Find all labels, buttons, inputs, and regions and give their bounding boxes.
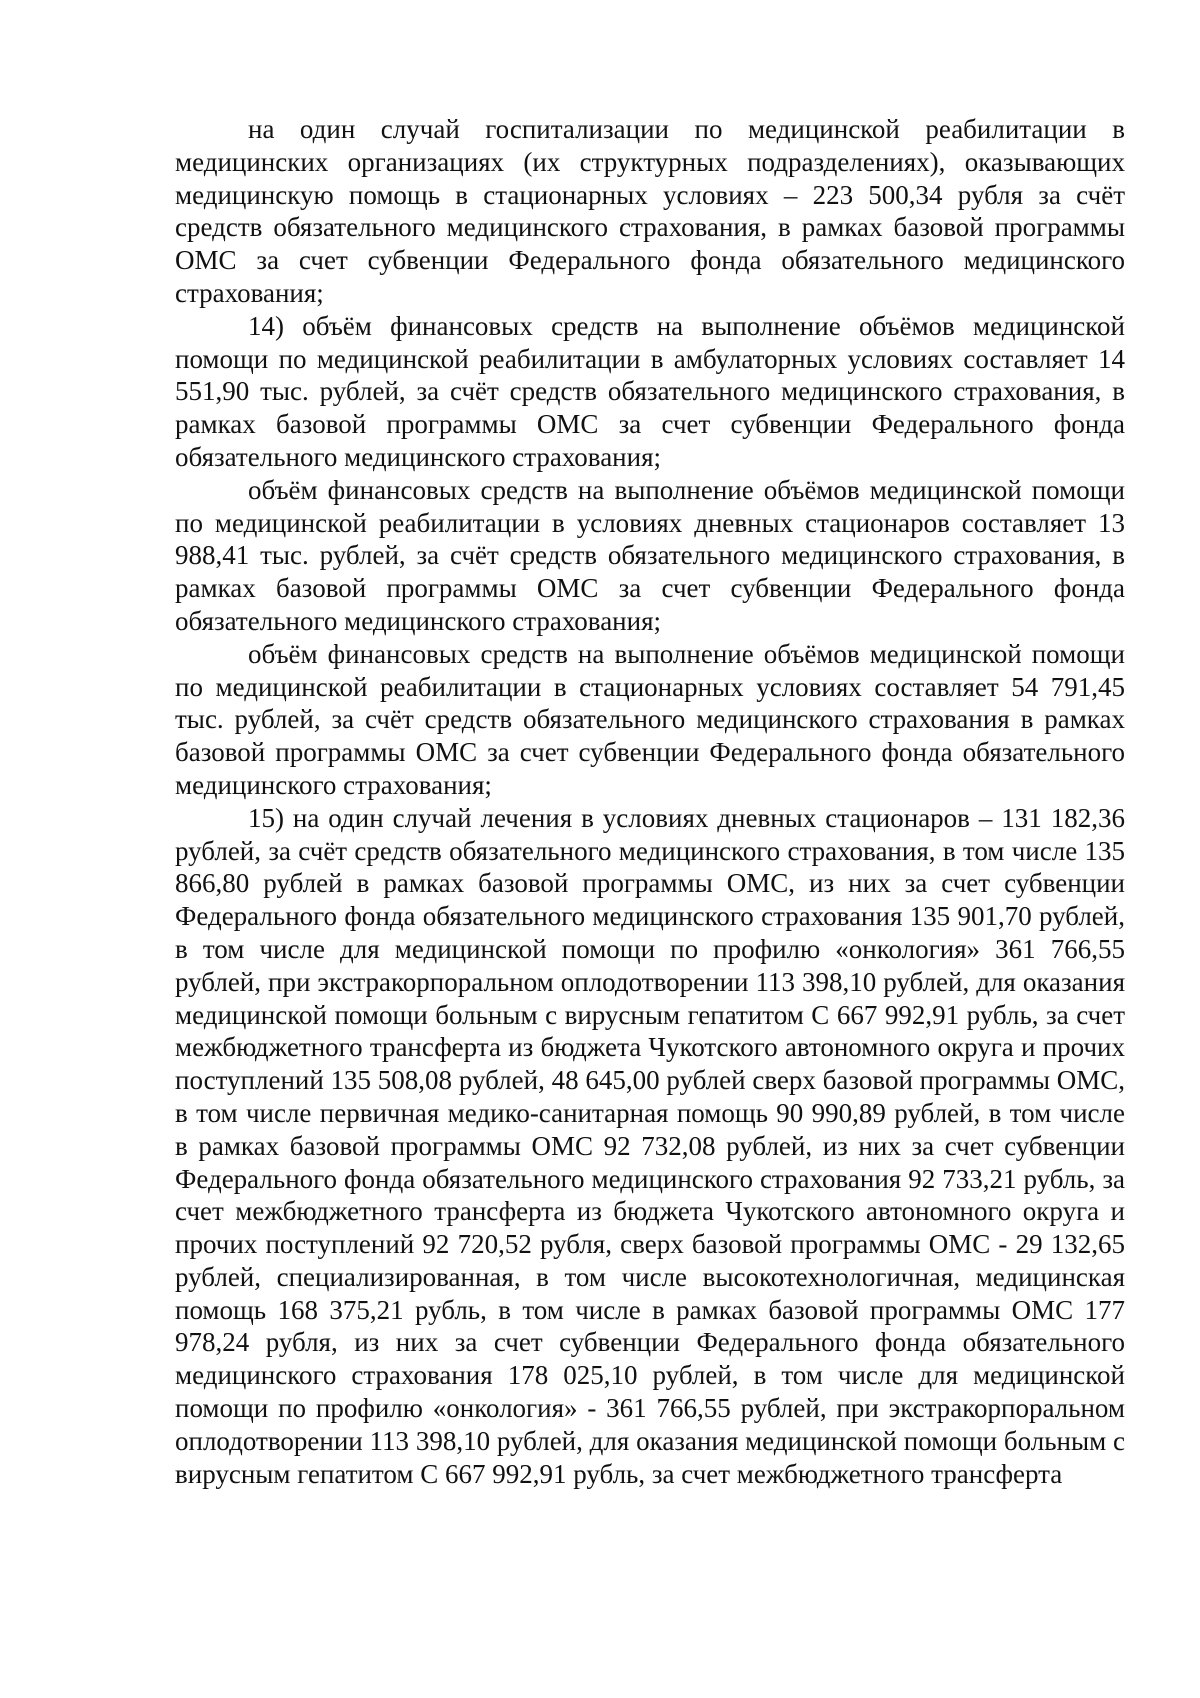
paragraph-item-15-day-hospital-treatment: 15) на один случай лечения в условиях дневных стационаров – 131 182,36 рублей, за счёт средств обязательного медицинского страхования, в том числе 135 866,80 рублей в рамках базовой программы ОМС, из них за счет субвенции Федерального фонда обязательного медицинского страхования 135 901,70 рублей, в том числе для медицинской помощи по профилю «онкология» 361 766,55 рублей, при экстракорпоральном оплодотворении 113 398,10 рублей, для оказания медицинской помощи больным с вирусным гепатитом С 667 992,91 рубль, за счет межбюджетного трансферта из бюджета Чукотского автономного округа и прочих поступлений 135 508,08 рублей, 48 645,00 рублей сверх базовой программы ОМС, в том числе первичная медико-санитарная помощь 90 990,89 рублей, в том числе в рамках базовой программы ОМС 92 732,08 рублей, из них за счет субвенции Федерального фонда обязательного медицинского страхования 92 733,21 рубль, за счет межбюджетного трансферта из бюджета Чукотского автономного округа и прочих поступлений 92 720,52 рубля, сверх базовой программы ОМС - 29 132,65 рублей, специализированная, в том числе высокотехнологичная, медицинская помощь 168 375,21 рубль, в том числе в рамках базовой программы ОМС 177 978,24 рубля, из них за счет субвенции Федерального фонда обязательного медицинского страхования 178 025,10 рублей, в том числе для медицинской помощи по профилю «онкология» - 361 766,55 рублей, при экстракорпоральном оплодотворении 113 398,10 рублей, для оказания медицинской помощи больным с вирусным гепатитом С 667 992,91 рубль, за счет межбюджетного трансферта [175,802,1125,1489]
paragraph-item-14-ambulatory-rehab: 14) объём финансовых средств на выполнение объёмов медицинской помощи по медицинской реабилитации в амбулаторных условиях составляет 14 551,90 тыс. рублей, за счёт средств обязательного медицинского страхования, в рамках базовой программы ОМС за счет субвенции Федерального фонда обязательного медицинского страхования; [175,310,1125,472]
paragraph-rehab-hospitalization-cost: на один случай госпитализации по медицинской реабилитации в медицинских организациях (их структурных подразделениях), оказывающих медицинскую помощь в стационарных условиях – 223 500,34 рубля за счёт средств обязательного медицинского страхования, в рамках базовой программы ОМС за счет субвенции Федерального фонда обязательного медицинского страхования; [175,114,1125,308]
document-page [175,113,1125,1490]
paragraph-day-hospital-rehab: объём финансовых средств на выполнение объёмов медицинской помощи по медицинской реабилитации в условиях дневных стационаров составляет 13 988,41 тыс. рублей, за счёт средств обязательного медицинского страхования, в рамках базовой программы ОМС за счет субвенции Федерального фонда обязательного медицинского страхования; [175,474,1125,636]
paragraph-inpatient-rehab: объём финансовых средств на выполнение объёмов медицинской помощи по медицинской реабилитации в стационарных условиях составляет 54 791,45 тыс. рублей, за счёт средств обязательного медицинского страхования в рамках базовой программы ОМС за счет субвенции Федерального фонда обязательного медицинского страхования; [175,638,1125,800]
